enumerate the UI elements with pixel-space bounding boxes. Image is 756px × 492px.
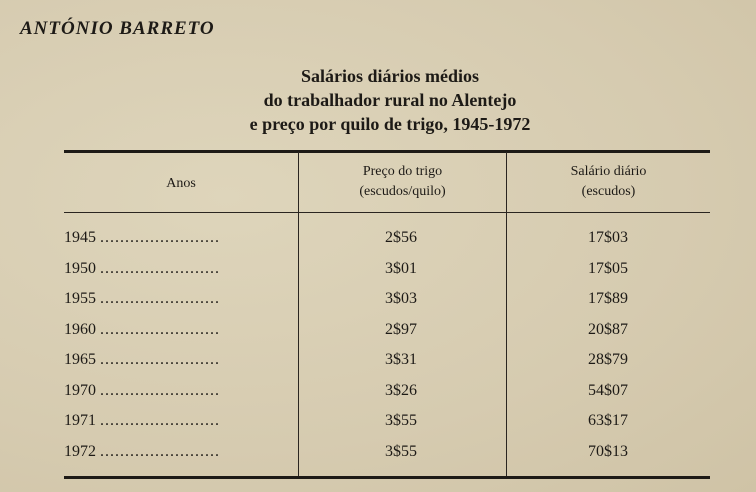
row-price: 3$26	[385, 381, 417, 399]
row-wage: 28$79	[588, 351, 628, 368]
column-header-price-line-2: (escudos/quilo)	[359, 184, 446, 199]
row-wage: 17$89	[588, 290, 628, 307]
table-row	[64, 255, 710, 285]
row-year	[64, 382, 294, 400]
table-title-line-2: do trabalhador rural no Alentejo	[263, 90, 517, 110]
row-leader-dots: ........................	[100, 442, 220, 460]
row-price: 2$97	[385, 320, 417, 338]
row-wage: 17$05	[588, 259, 628, 277]
table-header-rule	[64, 212, 710, 213]
row-price: 3$55	[385, 442, 417, 460]
row-leader-dots: ........................	[100, 229, 220, 246]
row-leader-dots: ........................	[100, 320, 220, 338]
row-year	[64, 321, 294, 339]
row-leader-dots: ........................	[100, 290, 220, 307]
table-title-line-1: Salários diários médios	[300, 66, 479, 86]
row-leader-dots: ........................	[100, 259, 220, 277]
table-title-line-3: e preço por quilo de trigo, 1945-1972	[249, 114, 531, 134]
row-wage: 70$13	[588, 442, 628, 460]
row-price: 3$03	[385, 290, 417, 307]
row-wage: 20$87	[588, 320, 628, 338]
author-name: ANTÓNIO BARRETO	[20, 18, 215, 39]
row-wage: 63$17	[588, 412, 628, 429]
table-row	[64, 316, 710, 346]
table-row	[64, 285, 710, 315]
column-header-years: Anos	[166, 176, 196, 191]
row-year	[64, 260, 294, 278]
table-title	[120, 64, 660, 136]
column-header-price	[299, 162, 506, 202]
row-price: 3$01	[385, 259, 417, 277]
table-row	[64, 407, 710, 437]
row-year-value: 1945	[64, 229, 96, 246]
table-bottom-rule	[64, 476, 710, 479]
row-year	[64, 229, 294, 247]
column-header-wage-line-1: Salário diário	[570, 164, 647, 179]
row-price: 2$56	[385, 229, 417, 246]
row-leader-dots: ........................	[100, 381, 220, 399]
row-year-value: 1955	[64, 290, 96, 307]
row-year-value: 1965	[64, 351, 96, 368]
column-header-wage-line-2: (escudos)	[581, 184, 636, 199]
table-row	[64, 438, 710, 468]
row-year	[64, 290, 294, 308]
row-wage: 17$03	[588, 229, 628, 246]
row-year-value: 1950	[64, 259, 96, 277]
table-top-rule	[64, 150, 710, 153]
row-year-value: 1971	[64, 412, 96, 429]
row-leader-dots: ........................	[100, 351, 220, 368]
row-leader-dots: ........................	[100, 412, 220, 429]
column-header-price-line-1: Preço do trigo	[362, 164, 443, 179]
table-row	[64, 377, 710, 407]
row-year	[64, 351, 294, 369]
row-price: 3$31	[385, 351, 417, 368]
row-year-value: 1970	[64, 381, 96, 399]
table-row	[64, 346, 710, 376]
row-year	[64, 412, 294, 430]
row-wage: 54$07	[588, 381, 628, 399]
row-year	[64, 443, 294, 461]
table-row	[64, 224, 710, 254]
column-header-wage	[507, 162, 710, 202]
row-price: 3$55	[385, 412, 417, 429]
row-year-value: 1960	[64, 320, 96, 338]
row-year-value: 1972	[64, 442, 96, 460]
